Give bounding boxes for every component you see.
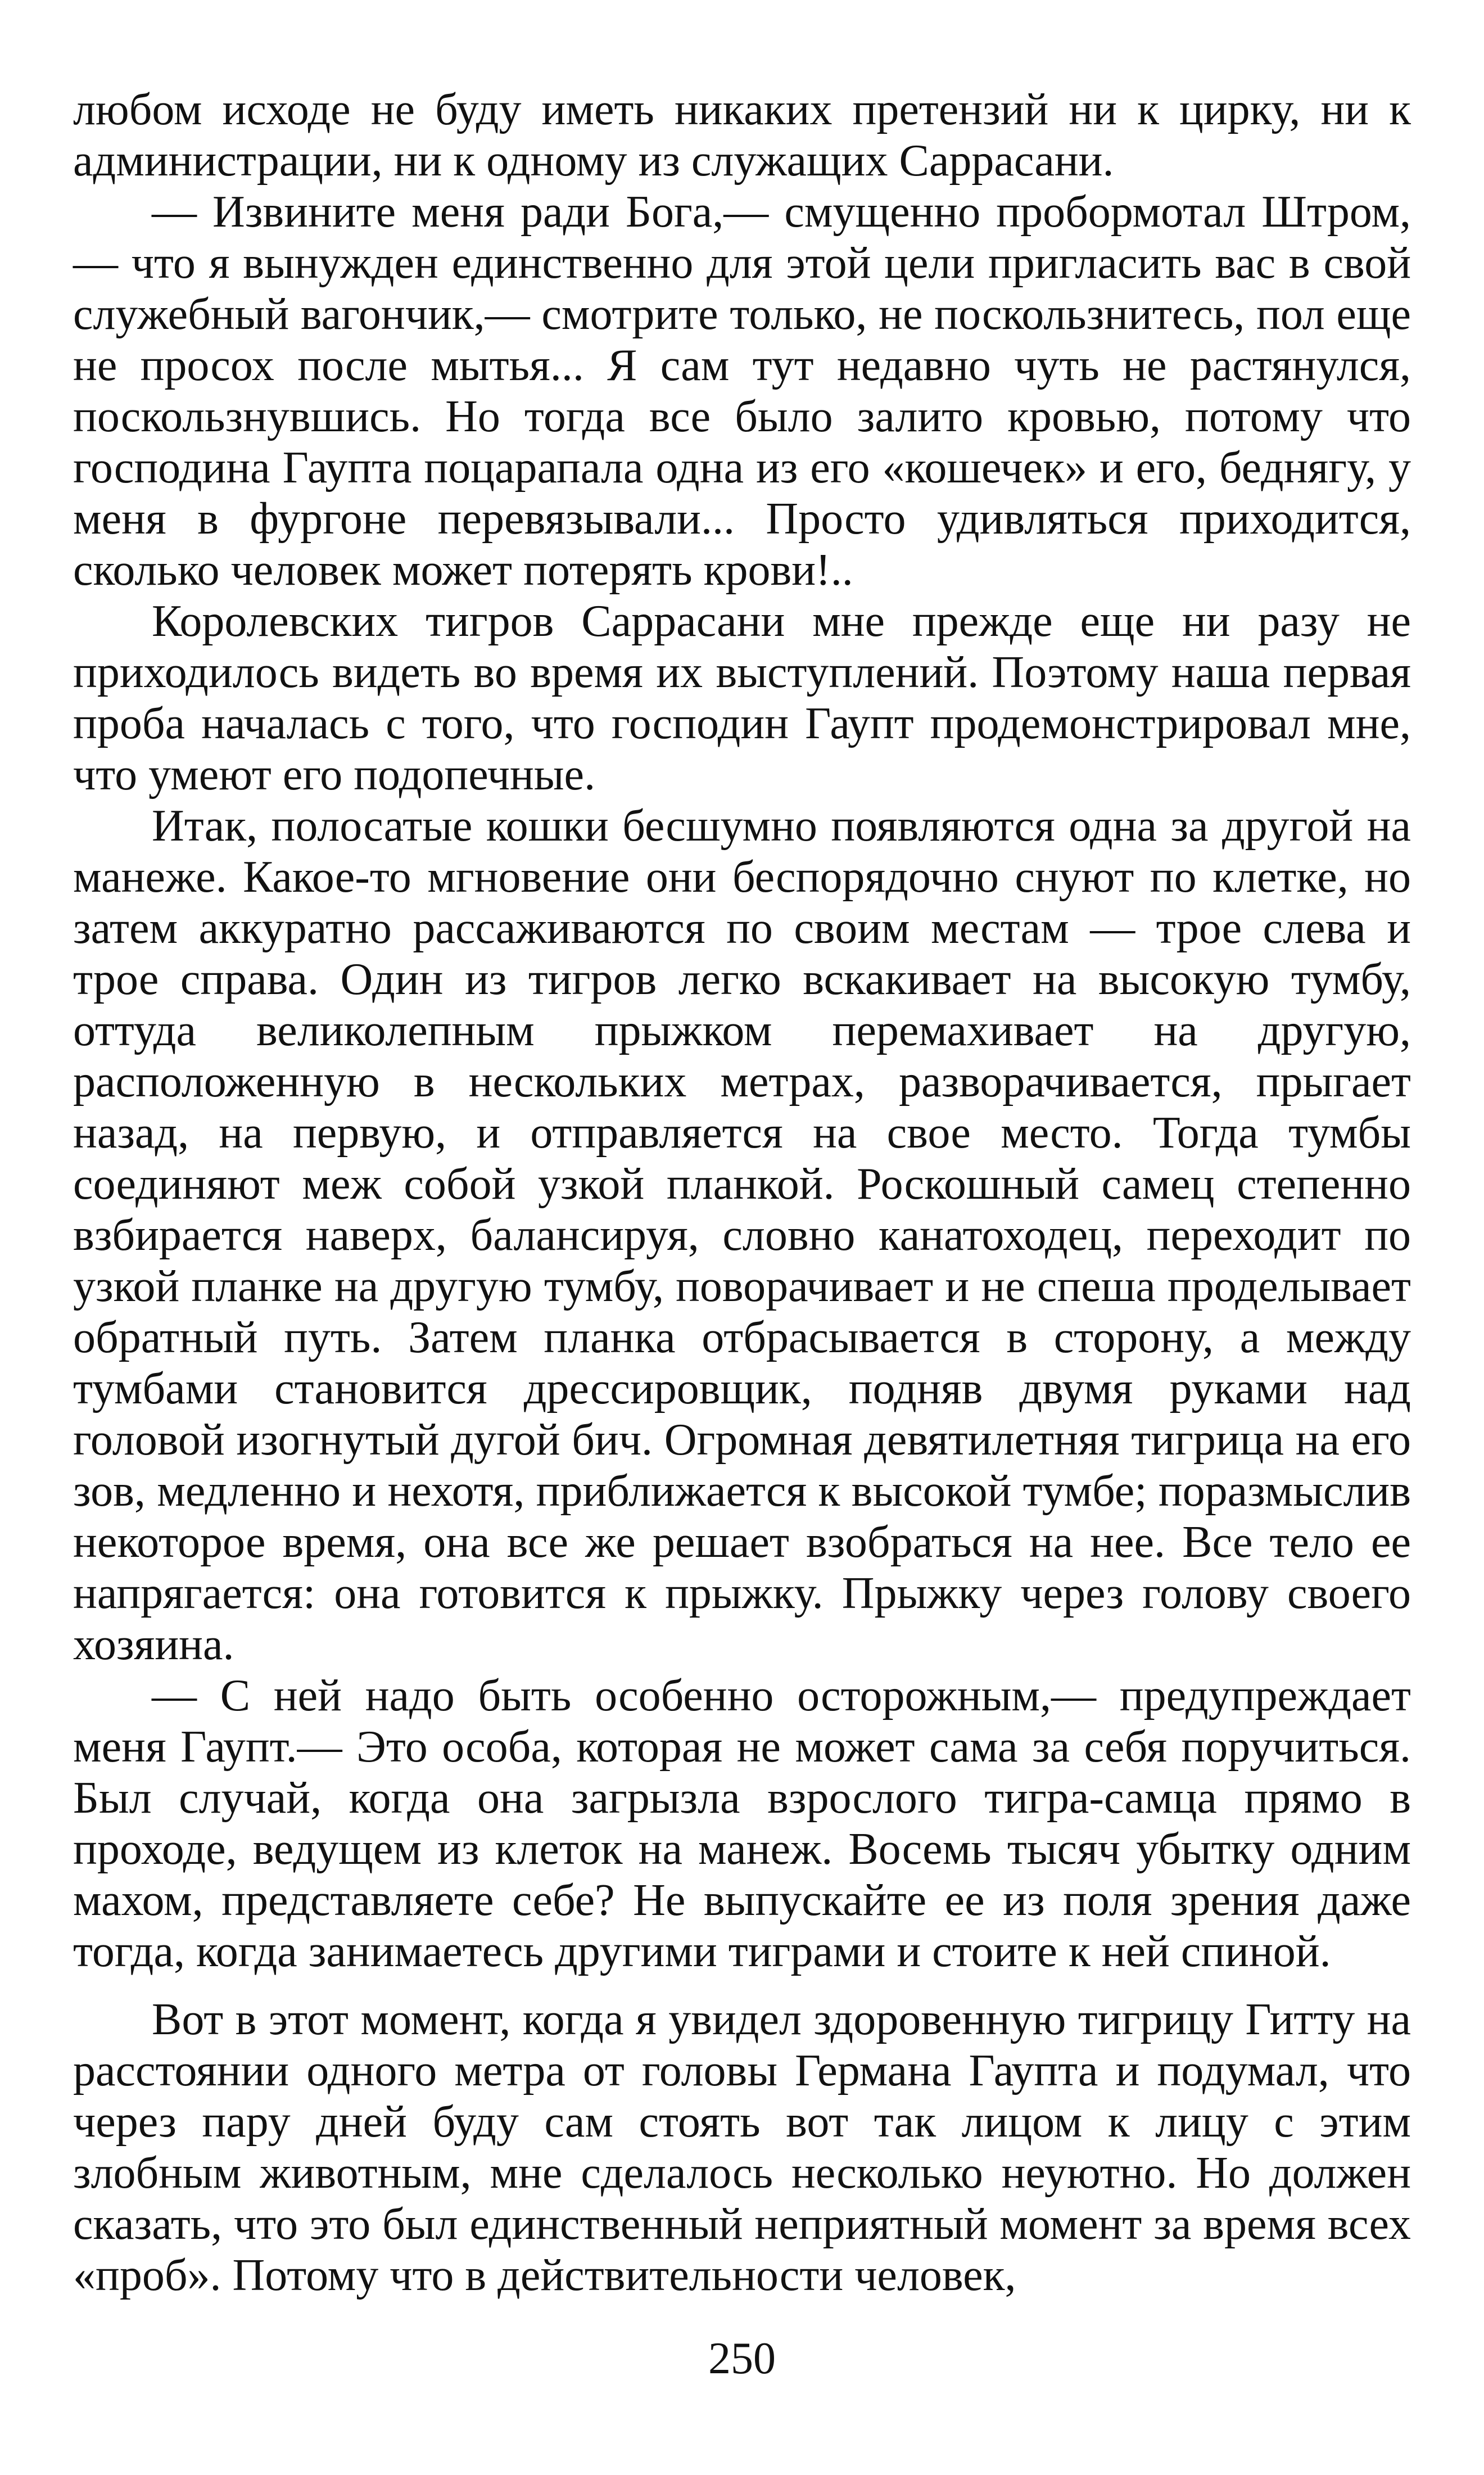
page-number: 250 — [708, 2334, 776, 2383]
page-body — [73, 84, 1411, 2301]
paragraph-4: Итак, полосатые кошки бесшумно появляются одна за другой на манеже. Какое-то мгновение они беспорядочно снуют по клетке, но затем аккуратно рассаживаются по своим местам — трое слева и трое справа. Один из тигров легко вскакивает на высокую тумбу, оттуда великолепным прыжком перемахивает на другую, расположенную в нескольких метрах, разворачивается, прыгает назад, на первую, и отправляется на свое место. Тогда тумбы соединяют меж собой узкой планкой. Роскошный самец степенно взбирается наверх, балансируя, словно канатоходец, переходит по узкой планке на другую тумбу, поворачивает и не спеша проделывает обратный путь. Затем планка отбрасывается в сторону, а между тумбами становится дрессировщик, подняв двумя руками над головой изогнутый дугой бич. Огромная девятилетняя тигрица на его зов, медленно и нехотя, приближается к высокой тумбе; поразмыслив некоторое время, она все же решает взобраться на нее. Все тело ее напрягается: она готовится к прыжку. Прыжку через голову своего хозяина. — [73, 801, 1411, 1669]
paragraph-2: — Извините меня ради Бога,— смущенно пробормотал Штром,— что я вынужден единственно для этой цели пригласить вас в свой служебный вагончик,— смотрите только, не поскользнитесь, пол еще не просох после мытья... Я сам тут недавно чуть не растянулся, поскользнувшись. Но тогда все было залито кровью, потому что господина Гаупта поцарапала одна из его «кошечек» и его, беднягу, у меня в фургоне перевязывали... Просто удивляться приходится, сколько человек может потерять крови!.. — [73, 187, 1411, 595]
paragraph-5: — С ней надо быть особенно осторожным,— предупреждает меня Гаупт.— Это особа, которая не может сама за себя поручиться. Был случай, когда она загрызла взрослого тигра-самца прямо в проходе, ведущем из клеток на манеж. Восемь тысяч убытку одним махом, представляете себе? Не выпускайте ее из поля зрения даже тогда, когда занимаетесь другими тиграми и стоите к ней спиной. — [73, 1671, 1411, 1976]
paragraph-1: любом исходе не буду иметь никаких претензий ни к цирку, ни к администрации, ни к одному из служащих Саррасани. — [73, 85, 1411, 186]
paragraph-3: Королевских тигров Саррасани мне прежде еще ни разу не приходилось видеть во время их выступлений. Поэтому наша первая проба началась с того, что господин Гаупт продемонстрировал мне, что умеют его подопечные. — [73, 597, 1411, 800]
paragraph-6: Вот в этот момент, когда я увидел здоровенную тигрицу Гитту на расстоянии одного метра от головы Германа Гаупта и подумал, что через пару дней буду сам стоять вот так лицом к лицу с этим злобным животным, мне сделалось несколько неуютно. Но должен сказать, что это был единственный неприятный момент за время всех «проб». Потому что в действительности человек, — [73, 1995, 1411, 2300]
